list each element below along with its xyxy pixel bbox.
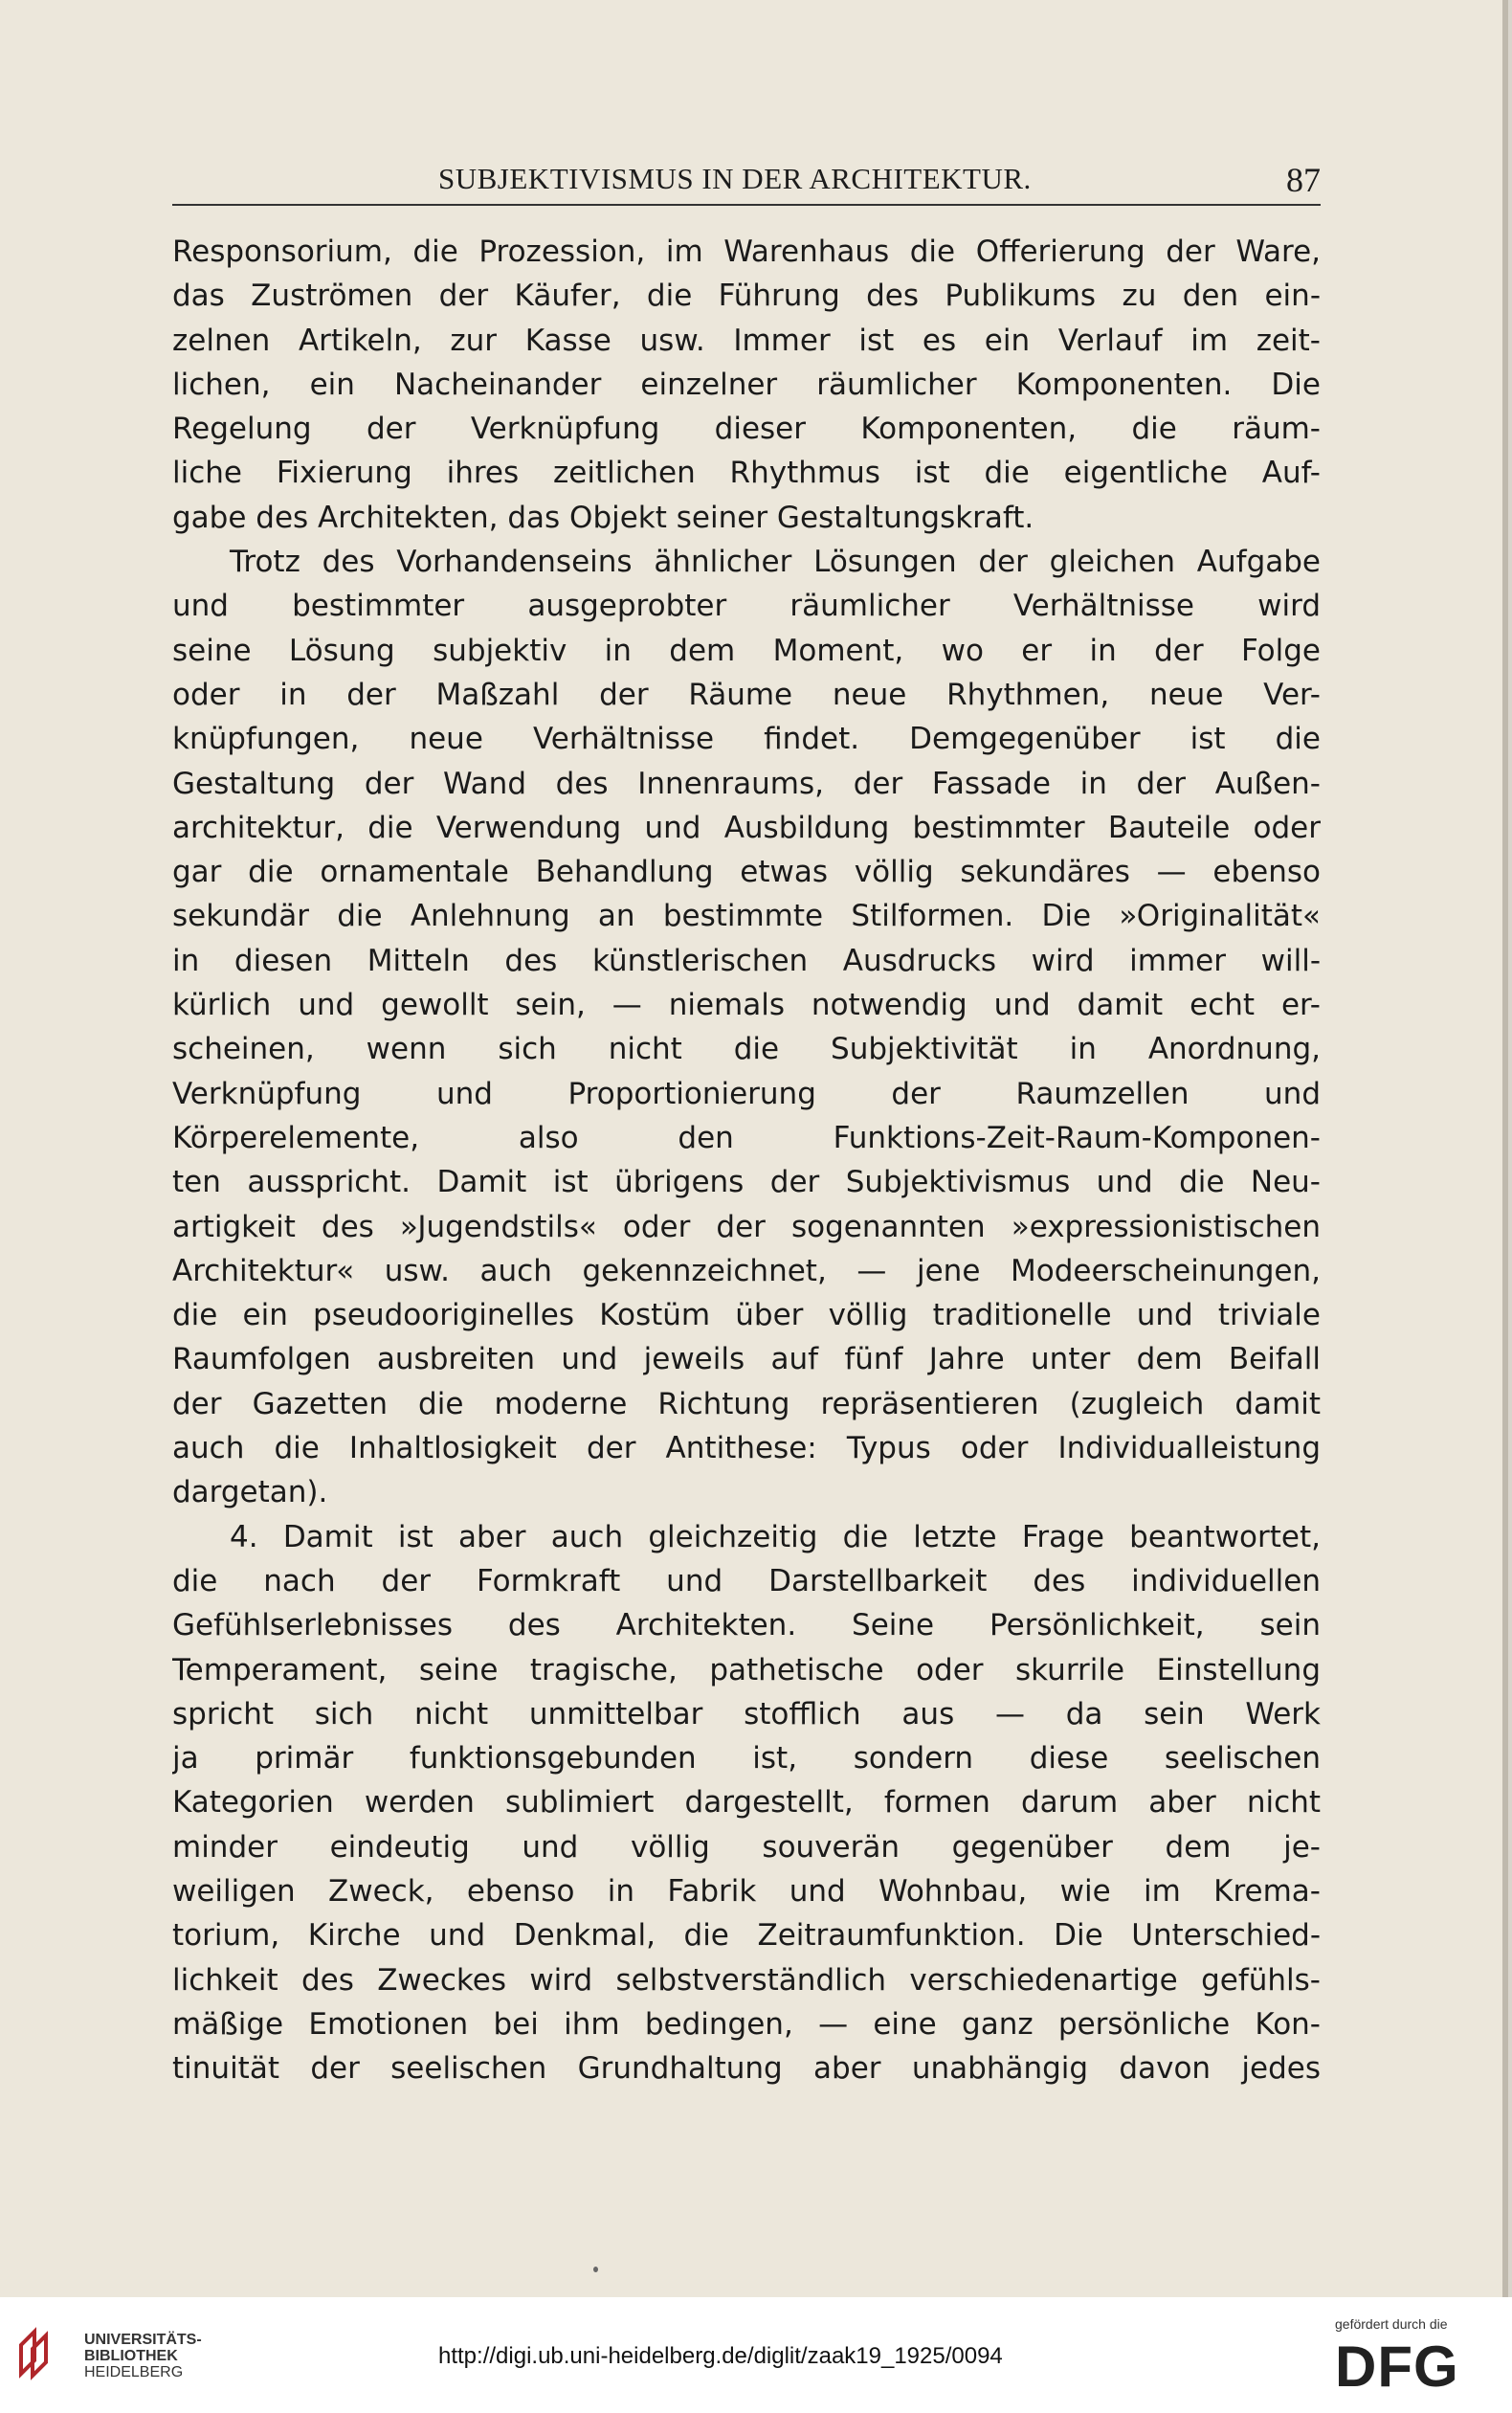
text-line: die ein pseudooriginelles Kostüm über völlig traditionelle und triviale [172, 1298, 1321, 1333]
text-line: das Zuströmen der Käufer, die Führung des Publikums zu den ein- [172, 279, 1321, 314]
body-text [172, 230, 1321, 2090]
text-line: liche Fixierung ihres zeitlichen Rhythmus ist die eigentliche Auf- [172, 456, 1321, 491]
text-line: Responsorium, die Prozession, im Warenhaus die Offerierung der Ware, [172, 235, 1321, 269]
library-logo-icon [13, 2324, 71, 2381]
text-line: minder eindeutig und völlig souverän gegenüber dem je- [172, 1829, 1321, 1865]
text-line: auch die Inhaltlosigkeit der Antithese: Typus oder Individualleistung [172, 1431, 1321, 1466]
text-line: tinuität der seelischen Grundhaltung aber unabhängig davon jedes [172, 2051, 1321, 2087]
text-line: Gestaltung der Wand des Innenraums, der Fassade in der Außen- [172, 766, 1321, 801]
printer-mark [593, 2267, 598, 2272]
text-line: lichen, ein Nacheinander einzelner räumlicher Komponenten. Die [172, 367, 1321, 402]
text-line: ja primär funktionsgebunden ist, sondern diese seelischen [172, 1741, 1321, 1776]
text-line: architektur, die Verwendung und Ausbildung bestimmter Bauteile oder [172, 810, 1321, 845]
text-line: Raumfolgen ausbreiten und jeweils auf fünf Jahre unter dem Beifall [172, 1342, 1321, 1377]
header-rule [172, 204, 1321, 206]
text-line: torium, Kirche und Denkmal, die Zeitraumfunktion. Die Unterschied- [172, 1918, 1321, 1954]
text-line: kürlich und gewollt sein, — niemals notwendig und damit echt er- [172, 988, 1321, 1023]
text-line: Architektur« usw. auch gekennzeichnet, — jene Modeerscheinungen, [172, 1253, 1321, 1288]
text-line: zelnen Artikeln, zur Kasse usw. Immer ist es ein Verlauf im zeit- [172, 323, 1321, 358]
library-line: BIBLIOTHEK [84, 2348, 178, 2364]
library-line: UNIVERSITÄTS- [84, 2332, 202, 2348]
text-line: knüpfungen, neue Verhältnisse findet. Demgegenüber ist die [172, 722, 1321, 757]
text-line: seine Lösung subjektiv in dem Moment, wo er in der Folge [172, 633, 1321, 668]
text-line: dargetan). [172, 1475, 328, 1510]
text-line: 4. Damit ist aber auch gleichzeitig die letzte Frage beantwortet, [230, 1519, 1321, 1554]
text-line: Temperament, seine tragische, pathetische oder skurrile Einstellung [172, 1652, 1321, 1687]
text-line: Gefühlserlebnisses des Architekten. Seine Persönlichkeit, sein [172, 1608, 1321, 1643]
text-line: Kategorien werden sublimiert dargestellt, formen darum aber nicht [172, 1785, 1321, 1821]
text-line: sekundär die Anlehnung an bestimmte Stilformen. Die »Originalität« [172, 899, 1321, 934]
text-line: scheinen, wenn sich nicht die Subjektivität in Anordnung, [172, 1032, 1321, 1067]
digitization-footer [0, 2297, 1512, 2413]
page-number: 87 [1286, 161, 1321, 199]
text-line: der Gazetten die moderne Richtung repräsentieren (zugleich damit [172, 1386, 1321, 1421]
text-line: in diesen Mitteln des künstlerischen Ausdrucks wird immer will- [172, 943, 1321, 978]
text-line: gabe des Architekten, das Objekt seiner Gestaltungskraft. [172, 500, 1034, 535]
text-line: gar die ornamentale Behandlung etwas völlig sekundäres — ebenso [172, 855, 1321, 890]
text-line: spricht sich nicht unmittelbar stofflich aus — da sein Werk [172, 1696, 1321, 1732]
running-header [172, 158, 1321, 200]
text-line: Regelung der Verknüpfung dieser Komponenten, die räum- [172, 412, 1321, 447]
text-line: Trotz des Vorhandenseins ähnlicher Lösungen der gleichen Aufgabe [230, 545, 1321, 580]
permalink-url[interactable]: http://digi.ub.uni-heidelberg.de/diglit/zaak19_1925/0094 [438, 2343, 1003, 2369]
library-line: HEIDELBERG [84, 2364, 184, 2380]
library-name [84, 2332, 202, 2380]
text-line: weiligen Zweck, ebenso in Fabrik und Wohnbau, wie im Krema- [172, 1873, 1321, 1909]
dfg-logo: DFG [1335, 2335, 1459, 2399]
text-line: und bestimmter ausgeprobter räumlicher Verhältnisse wird [172, 589, 1321, 624]
text-line: lichkeit des Zweckes wird selbstverständlich verschiedenartige gefühls- [172, 1962, 1321, 1998]
text-line: ten ausspricht. Damit ist übrigens der Subjektivismus und die Neu- [172, 1165, 1321, 1200]
running-title: SUBJEKTIVISMUS IN DER ARCHITEKTUR. [438, 162, 1032, 195]
text-line: oder in der Maßzahl der Räume neue Rhythmen, neue Ver- [172, 677, 1321, 712]
text-line: die nach der Formkraft und Darstellbarkeit des individuellen [172, 1563, 1321, 1598]
text-line: Körperelemente, also den Funktions-Zeit-Raum-Komponen- [172, 1120, 1321, 1155]
text-line: mäßige Emotionen bei ihm bedingen, — eine ganz persönliche Kon- [172, 2006, 1321, 2042]
text-line: Verknüpfung und Proportionierung der Raumzellen und [172, 1076, 1321, 1111]
funder-caption: gefördert durch die [1335, 2316, 1448, 2332]
text-line: artigkeit des »Jugendstils« oder der sogenannten »expressionistischen [172, 1209, 1321, 1244]
